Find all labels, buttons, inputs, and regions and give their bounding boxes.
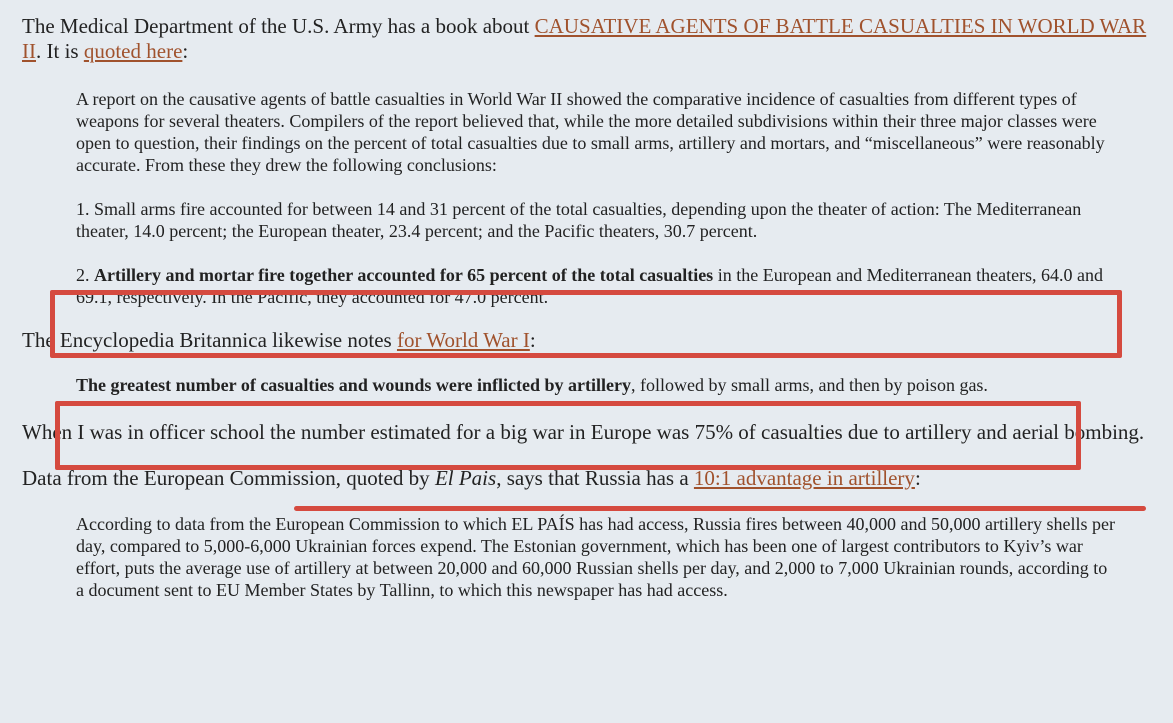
causative-agents-book-link[interactable]: CAUSATIVE AGENTS OF BATTLE CASUALTIES IN WORLD WAR II	[22, 14, 1147, 63]
el-pais-quote	[76, 513, 1116, 601]
world-war-one-link[interactable]: for World War I	[396, 328, 530, 352]
commission-mid-text: , says that Russia has a	[496, 466, 694, 490]
el-pais-quote-text: According to data from the European Commission to which EL PAÍS has had access, Russia fires between 40,000 and 50,000 artillery shells per day, compared to 5,000-6,000 Ukrainian forces expend. The Estonian government, which has been one of largest contributors to Kyiv’s war effort, puts the average use of artillery at between 20,000 and 60,000 Russian shells per day, and 2,000 to 7,000 Ukrainian rounds, according to a document sent to EU Member States by Tallinn, to which this newspaper has had access.	[76, 514, 1115, 600]
commission-post-text: :	[914, 466, 921, 490]
intro-text: The Medical Department of the U.S. Army has a book about	[22, 14, 535, 38]
artillery-advantage-link[interactable]: 10:1 advantage in artillery	[693, 466, 915, 490]
report-intro-text: A report on the causative agents of battle casualties in World War II showed the comparative incidence of casualties from different types of weapons for several theaters. Compilers of the report believed that, while the more detailed subdivisions within their three major classes were open to question, their findings on the percent of total casualties due to small arms, artillery and mortars, and “miscellaneous” were reasonably accurate. From these they drew the following conclusions:	[76, 89, 1105, 175]
britannica-highlight-box	[55, 401, 1081, 470]
britannica-quote	[76, 374, 1076, 396]
estimate-underline	[294, 506, 1146, 511]
officer-school-paragraph: When I was in officer school the number estimated for a big war in Europe was 75% of casualties due to artillery and aerial bombing.	[22, 420, 1145, 444]
artillery-bold-text: Artillery and mortar fire together accounted for 65 percent of the total casualties	[94, 265, 714, 285]
greatest-casualties-bold-text: The greatest number of casualties and wounds were inflicted by artillery	[76, 375, 631, 395]
artillery-rest-text: in the European and Mediterranean theaters, 64.0 and 69.1, respectively. In the Pacific, they accounted for 47.0 percent.	[76, 265, 1104, 307]
commission-text: Data from the European Commission, quoted by	[22, 466, 435, 490]
intro-mid-text: . It is	[36, 39, 84, 63]
britannica-quote-rest: , followed by small arms, and then by poison gas.	[630, 375, 988, 395]
britannica-quote-text	[76, 374, 1076, 396]
quoted-here-link[interactable]: quoted here	[83, 39, 183, 63]
artillery-highlight-box	[50, 290, 1122, 358]
intro-paragraph	[22, 14, 1162, 64]
report-item-small-arms: 1. Small arms fire accounted for between 14 and 31 percent of the total casualties, depending upon the theater of action: The Mediterranean theater, 14.0 percent; the European theater, 23.4 percent; and the Pacific theaters, 30.7 percent.	[76, 199, 1082, 241]
britannica-text: The Encyclopedia Britannica likewise notes	[22, 328, 397, 352]
item-number: 2.	[76, 265, 94, 285]
britannica-post-text: :	[529, 328, 536, 352]
el-pais-source: El Pais	[434, 466, 497, 490]
army-report-quote	[76, 88, 1116, 308]
intro-post-text: :	[182, 39, 189, 63]
